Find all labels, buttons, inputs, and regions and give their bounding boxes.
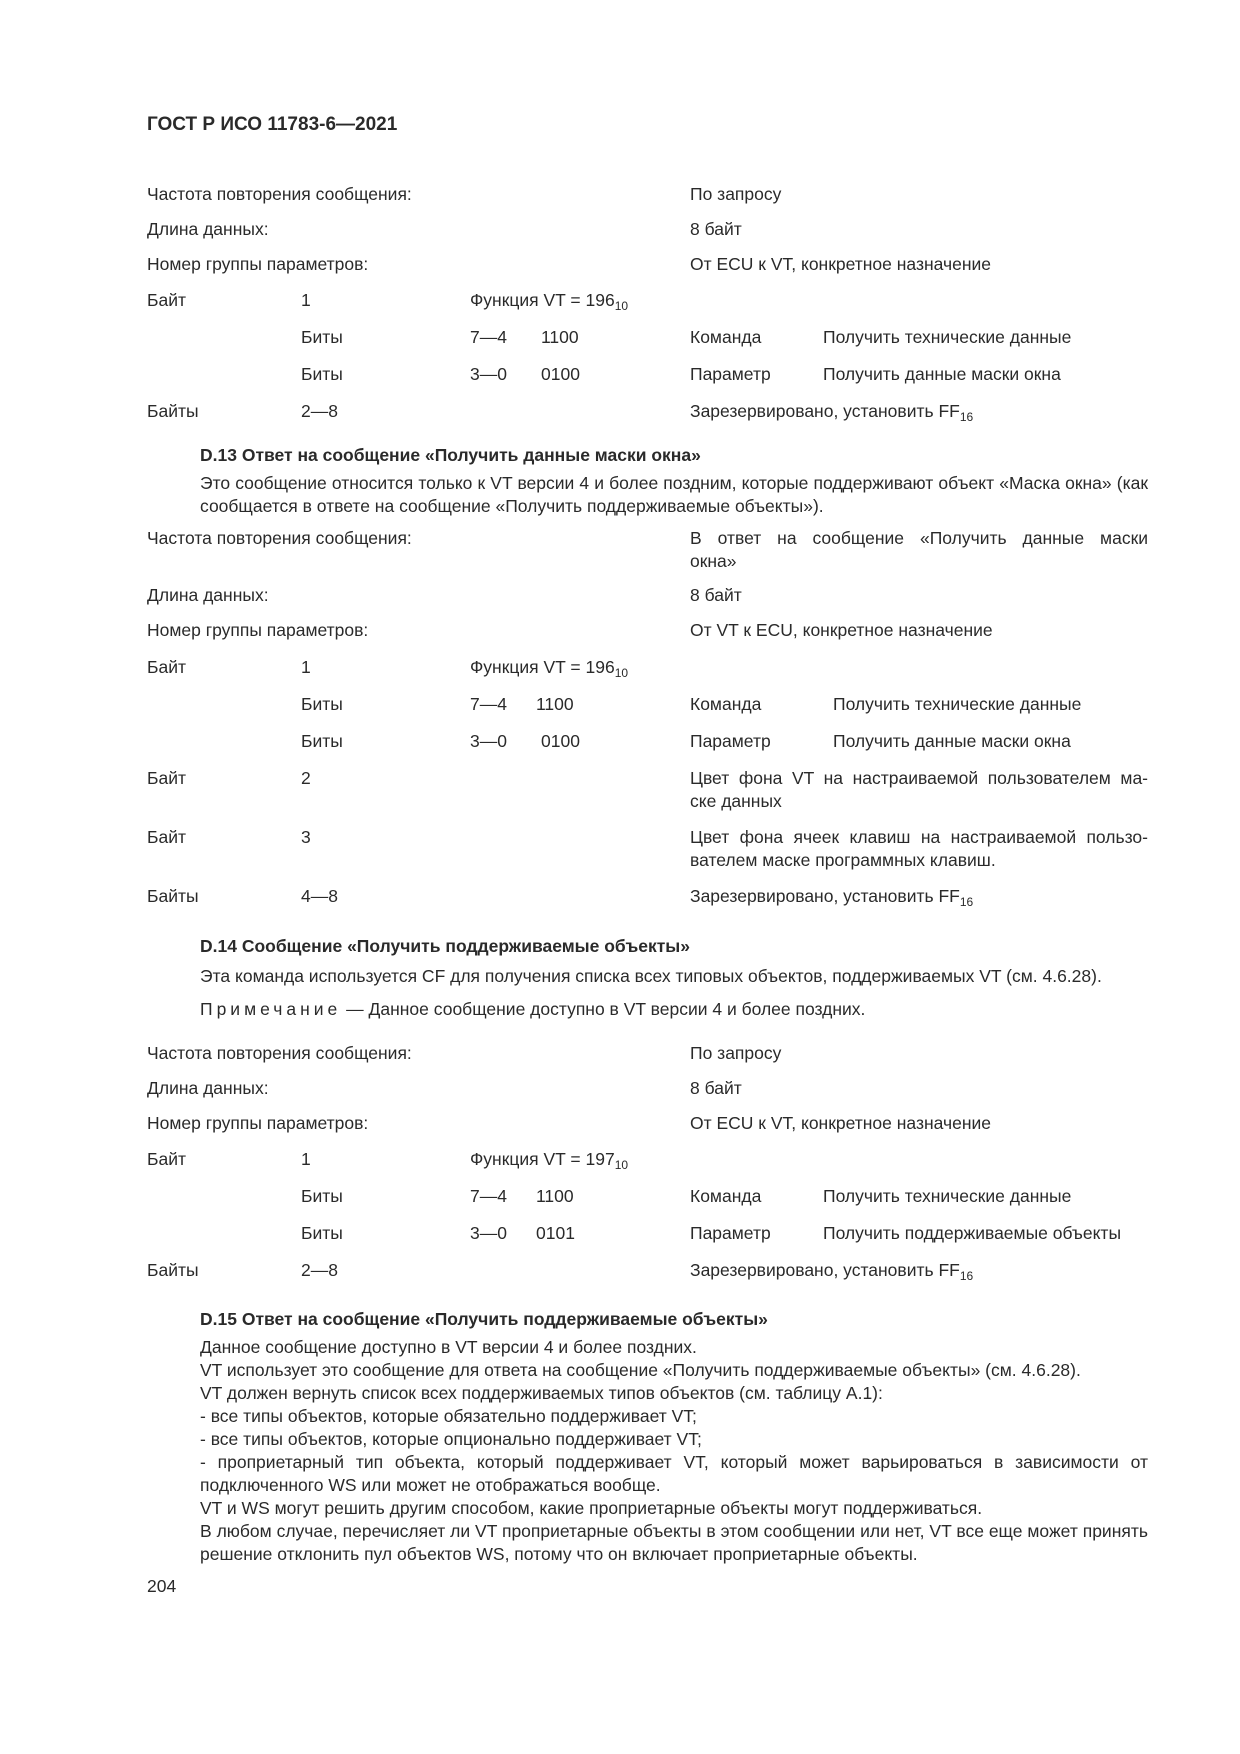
bytes-label: Байты (147, 401, 199, 421)
bits-range: 3—0 (470, 731, 507, 751)
freq-label: Частота повторения сообщения: (147, 1043, 412, 1063)
freq-label: Частота повторения сообщения: (147, 184, 412, 204)
bits-range: 7—4 (470, 327, 507, 347)
paragraph: VT использует это сообщение для ответа на сообщение «Получить поддерживаемые объекты» (см. 4.6.28). (200, 1360, 1081, 1380)
bits-value: 1100 (536, 1186, 574, 1206)
d13-intro: Это сообщение относится только к VT версии 4 и более поздним, которые поддерживают объект «Маска окна» (как сообщается в ответе на сообщение «Получить поддерживаемые объекты»). (200, 473, 1148, 516)
byte-label: Байт (147, 827, 187, 847)
pgn-value: От VT к ECU, конкретное назначение (690, 620, 993, 640)
bits-value: 1100 (541, 327, 579, 347)
pgn-label: Номер группы параметров: (147, 254, 369, 274)
freq-value: По запросу (690, 184, 782, 204)
command-label: Команда (690, 327, 762, 347)
list-item: - все типы объектов, которые опционально поддерживает VT; (200, 1429, 702, 1449)
byte2-desc-line1: Цвет фона VT на настраиваемой пользователем ма- (690, 768, 1148, 788)
byte-label: Байт (147, 768, 187, 788)
bits-value: 0100 (541, 364, 580, 384)
bytes-range: 2—8 (301, 1260, 338, 1280)
freq-label: Частота повторения сообщения: (147, 528, 412, 548)
bits-value: 1100 (536, 694, 574, 714)
command-desc: Получить технические данные (823, 327, 1072, 347)
parameter-desc: Получить поддерживаемые объекты (823, 1223, 1122, 1243)
len-value: 8 байт (690, 219, 742, 239)
document-header: ГОСТ Р ИСО 11783-6—2021 (147, 114, 398, 135)
len-label: Длина данных: (147, 219, 269, 239)
byte-label: Байт (147, 290, 187, 310)
page-number: 204 (147, 1576, 177, 1596)
vt-function: Функция VT = $196_{10}$ (470, 290, 629, 313)
len-label: Длина данных: (147, 585, 269, 605)
paragraph: VT и WS могут решить другим способом, какие проприетарные объекты могут поддерживаться. (200, 1498, 983, 1518)
parameter-desc: Получить данные маски окна (833, 731, 1071, 751)
freq-value: По запросу (690, 1043, 782, 1063)
byte3-desc-line1: Цвет фона ячеек клавиш на настраиваемой пользо- (690, 827, 1148, 847)
bits-label: Биты (301, 1186, 343, 1206)
bits-label: Биты (301, 1223, 343, 1243)
parameter-label: Параметр (690, 364, 771, 384)
vt-function: Функция VT = $196_{10}$ (470, 657, 629, 680)
bits-label: Биты (301, 731, 343, 751)
d14-intro: Эта команда используется CF для получения списка всех типовых объектов, поддерживаемых VT (см. 4.6.28). (200, 966, 1102, 986)
command-label: Команда (690, 1186, 762, 1206)
reserved-text: Зарезервировано, установить $FF_{16}$ (690, 1260, 974, 1283)
section-title-d14: D.14 Сообщение «Получить поддерживаемые объекты» (200, 936, 690, 956)
len-value: 8 байт (690, 585, 742, 605)
bits-value: 0100 (541, 731, 580, 751)
bytes-label: Байты (147, 1260, 199, 1280)
byte3-desc-line2: вателем маске программных клавиш. (690, 850, 996, 870)
parameter-label: Параметр (690, 731, 771, 751)
byte-number: 1 (301, 290, 311, 310)
reserved-text: Зарезервировано, установить $FF_{16}$ (690, 401, 974, 424)
parameter-label: Параметр (690, 1223, 771, 1243)
pgn-label: Номер группы параметров: (147, 620, 369, 640)
bytes-range: 2—8 (301, 401, 338, 421)
byte-number: 2 (301, 768, 311, 788)
list-item: - проприетарный тип объекта, который поддерживает VT, который может варьироваться в зависимости от подключенного WS или может не отображаться вообще. (200, 1452, 1148, 1495)
section-title-d13: D.13 Ответ на сообщение «Получить данные маски окна» (200, 445, 701, 465)
bytes-range: 4—8 (301, 886, 338, 906)
bits-range: 7—4 (470, 694, 507, 714)
bits-range: 7—4 (470, 1186, 507, 1206)
bits-label: Биты (301, 364, 343, 384)
bits-range: 3—0 (470, 364, 507, 384)
pgn-value: От ECU к VT, конкретное назначение (690, 1113, 992, 1133)
bits-range: 3—0 (470, 1223, 507, 1243)
bytes-label: Байты (147, 886, 199, 906)
paragraph: VT должен вернуть список всех поддерживаемых типов объектов (см. таблицу А.1): (200, 1383, 883, 1403)
command-label: Команда (690, 694, 762, 714)
command-desc: Получить технические данные (823, 1186, 1072, 1206)
paragraph: Данное сообщение доступно в VT версии 4 и более поздних. (200, 1337, 697, 1357)
vt-function: Функция VT = $197_{10}$ (470, 1149, 629, 1172)
freq-value-line1: В ответ на сообщение «Получить данные маски (690, 528, 1148, 548)
byte-number: 1 (301, 1149, 311, 1169)
note-label: Примечание (200, 999, 342, 1019)
byte-label: Байт (147, 1149, 187, 1169)
paragraph: В любом случае, перечисляет ли VT проприетарные объекты в этом сообщении или нет, VT все еще может принять решение отклонить пул объектов WS, потому что он включает проприетарные объекты. (200, 1521, 1148, 1564)
byte2-desc-line2: ске данных (690, 791, 782, 811)
section-title-d15: D.15 Ответ на сообщение «Получить поддерживаемые объекты» (200, 1309, 768, 1329)
byte-number: 1 (301, 657, 311, 677)
list-item: - все типы объектов, которые обязательно поддерживает VT; (200, 1406, 697, 1426)
bits-label: Биты (301, 694, 343, 714)
d14-note: Примечание — Данное сообщение доступно в VT версии 4 и более поздних. (200, 999, 866, 1019)
len-label: Длина данных: (147, 1078, 269, 1098)
byte-label: Байт (147, 657, 187, 677)
reserved-text: Зарезервировано, установить $FF_{16}$ (690, 886, 974, 909)
bits-value: 0101 (536, 1223, 575, 1243)
len-value: 8 байт (690, 1078, 742, 1098)
pgn-label: Номер группы параметров: (147, 1113, 369, 1133)
pgn-value: От ECU к VT, конкретное назначение (690, 254, 992, 274)
bits-label: Биты (301, 327, 343, 347)
parameter-desc: Получить данные маски окна (823, 364, 1061, 384)
d15-body (147, 1336, 1148, 1566)
byte-number: 3 (301, 827, 311, 847)
freq-value-line2: окна» (690, 551, 737, 571)
command-desc: Получить технические данные (833, 694, 1082, 714)
